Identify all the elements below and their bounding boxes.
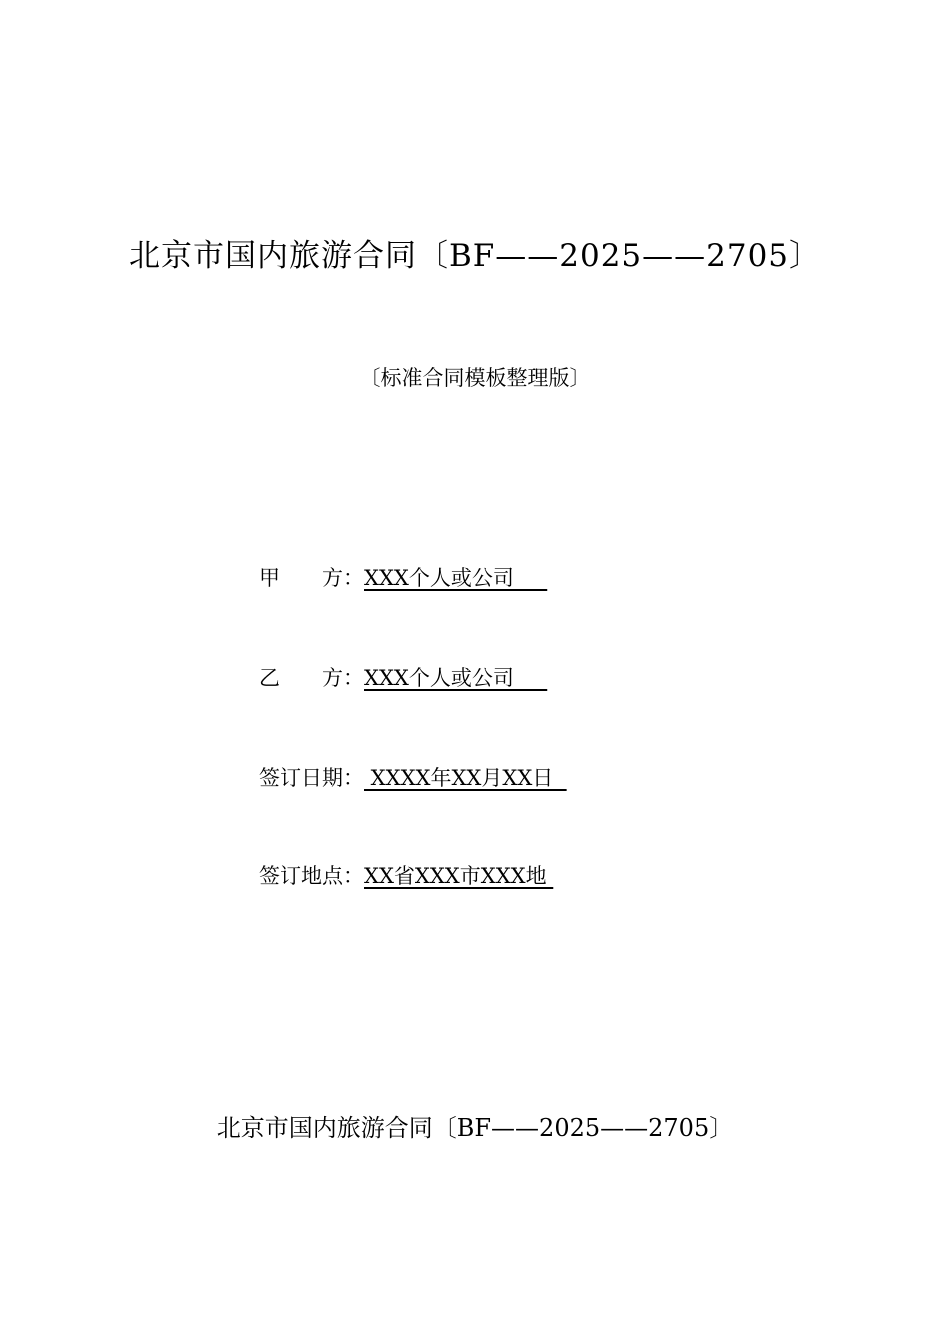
party-b-field [259, 662, 547, 692]
party-a-field [259, 562, 547, 592]
footer-title: 北京市国内旅游合同〔BF——2025——2705〕 [216, 1114, 734, 1142]
signing-place-value: XX省XXX市XXX地 [364, 864, 554, 888]
party-b-label: 乙 方： [259, 666, 364, 690]
document-title: 北京市国内旅游合同〔BF——2025——2705〕 [128, 238, 822, 274]
signing-date-field [259, 762, 567, 792]
signing-date-value: XXXX年XX月XX日 [364, 766, 567, 790]
signing-place-label: 签订地点： [259, 864, 364, 888]
document-subtitle: 〔标准合同模板整理版〕 [359, 366, 591, 390]
party-b-value: XXX个人或公司 [364, 666, 548, 690]
party-a-label: 甲 方： [259, 566, 364, 590]
party-a-value: XXX个人或公司 [364, 566, 548, 590]
signing-place-field [259, 860, 553, 890]
signing-date-label: 签订日期： [259, 766, 364, 790]
